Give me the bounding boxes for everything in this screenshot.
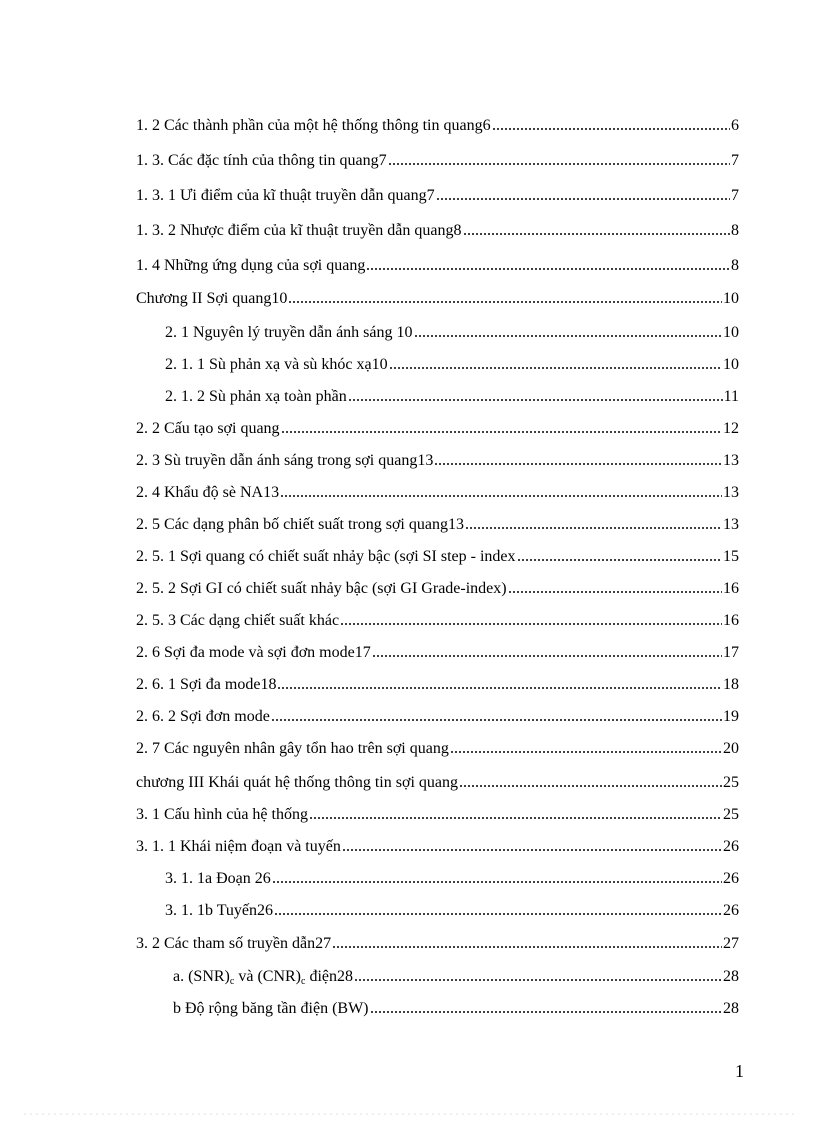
- toc-leader-dots: [414, 334, 722, 338]
- toc-entry[interactable]: [136, 671, 739, 695]
- toc-entry-page: 8: [731, 257, 739, 274]
- toc-leader-dots: [354, 978, 722, 982]
- toc-entry-page: 16: [723, 580, 739, 597]
- toc-entry[interactable]: [136, 479, 739, 503]
- toc-leader-dots: [348, 398, 723, 402]
- toc-entry-title: 3. 1. 1b Tuyến26: [165, 902, 274, 919]
- toc-entry-title: 3. 1 Cấu hình của hệ thống: [136, 806, 308, 823]
- toc-entry-page: 13: [723, 484, 739, 501]
- toc-entry-title: chương III Khái quát hệ thống thông tin sợi quang: [136, 774, 458, 791]
- toc-entry-title: 2. 6. 1 Sợi đa mode18: [136, 676, 277, 693]
- toc-leader-dots: [271, 718, 722, 722]
- toc-entry-title: 2. 5 Các dạng phân bố chiết suất trong sợi quang13: [136, 516, 464, 533]
- toc-entry[interactable]: [136, 833, 739, 857]
- toc-entry-page: 15: [723, 548, 739, 565]
- toc-leader-dots: [280, 494, 722, 498]
- toc-leader-dots: [465, 526, 722, 530]
- toc-entry-page: 28: [723, 968, 739, 985]
- toc-leader-dots: [342, 848, 722, 852]
- toc-entry-title: 1. 3. 1 Ưi điểm của kĩ thuật truyền dẫn quang7: [136, 187, 435, 204]
- toc-leader-dots: [508, 590, 722, 594]
- toc-entry[interactable]: [136, 182, 739, 206]
- toc-entry[interactable]: [136, 147, 739, 171]
- toc-entry-page: 13: [723, 516, 739, 533]
- toc-leader-dots: [370, 1010, 722, 1014]
- toc-entry[interactable]: [136, 607, 739, 631]
- toc-entry[interactable]: [136, 735, 739, 759]
- toc-entry-page: 26: [723, 838, 739, 855]
- toc-entry-title: 2. 6. 2 Sợi đơn mode: [136, 708, 270, 725]
- toc-entry[interactable]: [136, 801, 739, 825]
- toc-leader-dots: [389, 366, 722, 370]
- toc-entry-page: 19: [723, 708, 739, 725]
- toc-leader-dots: [272, 880, 722, 884]
- toc-entry-page: 10: [723, 356, 739, 373]
- toc-entry[interactable]: [136, 217, 739, 241]
- toc-leader-dots: [388, 162, 730, 166]
- toc-leader-dots: [281, 430, 722, 434]
- toc-entry-title: 2. 5. 1 Sợi quang có chiết suất nhảy bậc (sợi SI step - index: [136, 548, 516, 565]
- toc-leader-dots: [340, 622, 722, 626]
- toc-entry-title: 2. 5. 3 Các dạng chiết suất khác: [136, 612, 340, 629]
- toc-entry[interactable]: [136, 703, 739, 727]
- toc-entry[interactable]: [136, 285, 739, 309]
- toc-entry-page: 27: [723, 935, 739, 952]
- toc-entry[interactable]: [165, 319, 739, 343]
- toc-entry-page: 26: [723, 902, 739, 919]
- toc-entry-title: 3. 2 Các tham số truyền dẫn27: [136, 935, 332, 952]
- toc-entry-title: 2. 1 Nguyên lý truyền dẫn ánh sáng 10: [165, 324, 413, 341]
- toc-entry-page: 16: [723, 612, 739, 629]
- toc-entry[interactable]: [136, 930, 739, 954]
- toc-leader-dots: [517, 558, 722, 562]
- toc-entry-page: 26: [723, 870, 739, 887]
- toc-entry-page: 6: [731, 117, 739, 134]
- toc-entry[interactable]: [136, 252, 739, 276]
- toc-entry-page: 28: [723, 1000, 739, 1017]
- toc-entry-page: 12: [723, 420, 739, 437]
- toc-entry-title: 1. 3. 2 Nhược điểm của kĩ thuật truyền dẫn quang8: [136, 222, 462, 239]
- toc-entry-title: b Độ rộng băng tần điện (BW): [173, 1000, 369, 1017]
- toc-entry-page: 10: [723, 290, 739, 307]
- toc-entry-page: 7: [731, 187, 739, 204]
- toc-entry[interactable]: [136, 447, 739, 471]
- toc-leader-dots: [372, 654, 722, 658]
- toc-entry-page: 20: [723, 740, 739, 757]
- toc-entry[interactable]: [136, 511, 739, 535]
- toc-leader-dots: [288, 300, 722, 304]
- toc-entry[interactable]: [136, 112, 739, 136]
- toc-entry-title: 1. 2 Các thành phần của một hệ thống thông tin quang6: [136, 117, 491, 134]
- toc-entry-page: 25: [723, 806, 739, 823]
- toc-entry-title: 2. 7 Các nguyên nhân gây tổn hao trên sợi quang: [136, 740, 449, 757]
- toc-entry[interactable]: [165, 351, 739, 375]
- toc-entry-title: 3. 1. 1 Khái niệm đoạn và tuyến: [136, 838, 341, 855]
- toc-entry[interactable]: [165, 383, 739, 407]
- toc-leader-dots: [434, 462, 722, 466]
- toc-entry-title: 2. 1. 2 Sù phản xạ toàn phần: [165, 388, 347, 405]
- toc-leader-dots: [332, 945, 722, 949]
- toc-leader-dots: [309, 816, 722, 820]
- toc-entry[interactable]: [165, 897, 739, 921]
- toc-entry-page: 25: [723, 774, 739, 791]
- footer-divider: [22, 1113, 794, 1115]
- toc-entry-title: 2. 4 Khẩu độ sè NA13: [136, 484, 280, 501]
- toc-entry-title: 2. 5. 2 Sợi GI có chiết suất nhảy bậc (sợi GI Grade-index): [136, 580, 507, 597]
- toc-entry-title: 2. 3 Sù truyền dẫn ánh sáng trong sợi quang13: [136, 452, 434, 469]
- toc-entry-title: a. $(SNR)_c$ và $(CNR)_c$ điện28: [173, 968, 353, 987]
- toc-leader-dots: [436, 197, 730, 201]
- toc-leader-dots: [463, 232, 731, 236]
- toc-leader-dots: [450, 750, 722, 754]
- toc-leader-dots: [277, 686, 722, 690]
- toc-entry[interactable]: [173, 995, 739, 1019]
- page-number: 1: [735, 1061, 744, 1081]
- toc-entry[interactable]: [173, 963, 739, 987]
- toc-entry[interactable]: [136, 415, 739, 439]
- toc-entry-page: 18: [723, 676, 739, 693]
- toc-leader-dots: [274, 912, 722, 916]
- toc-entry-page: 17: [723, 644, 739, 661]
- toc-entry-title: 2. 1. 1 Sù phản xạ và sù khóc xạ10: [165, 356, 388, 373]
- toc-entry[interactable]: [165, 865, 739, 889]
- toc-entry-title: 2. 6 Sợi đa mode và sợi đơn mode17: [136, 644, 371, 661]
- toc-leader-dots: [492, 127, 730, 131]
- toc-entry-page: 13: [723, 452, 739, 469]
- toc-entry-page: 7: [731, 152, 739, 169]
- toc-entry[interactable]: [136, 575, 739, 599]
- toc-entry[interactable]: [136, 769, 739, 793]
- toc-leader-dots: [459, 784, 722, 788]
- toc-entry-title: 1. 4 Những ứng dụng của sợi quang: [136, 257, 366, 274]
- toc-entry-title: Chương II Sợi quang10: [136, 290, 288, 307]
- toc-entry-page: 11: [723, 388, 739, 405]
- toc-entry-title: 1. 3. Các đặc tính của thông tin quang7: [136, 152, 387, 169]
- toc-leader-dots: [366, 267, 730, 271]
- toc-entry-title: 2. 2 Cấu tạo sợi quang: [136, 420, 280, 437]
- toc-entry-title: 3. 1. 1a Đoạn 26: [165, 870, 271, 887]
- toc-entry-page: 8: [731, 222, 739, 239]
- toc-entry-page: 10: [723, 324, 739, 341]
- toc-entry[interactable]: [136, 639, 739, 663]
- toc-entry[interactable]: [136, 543, 739, 567]
